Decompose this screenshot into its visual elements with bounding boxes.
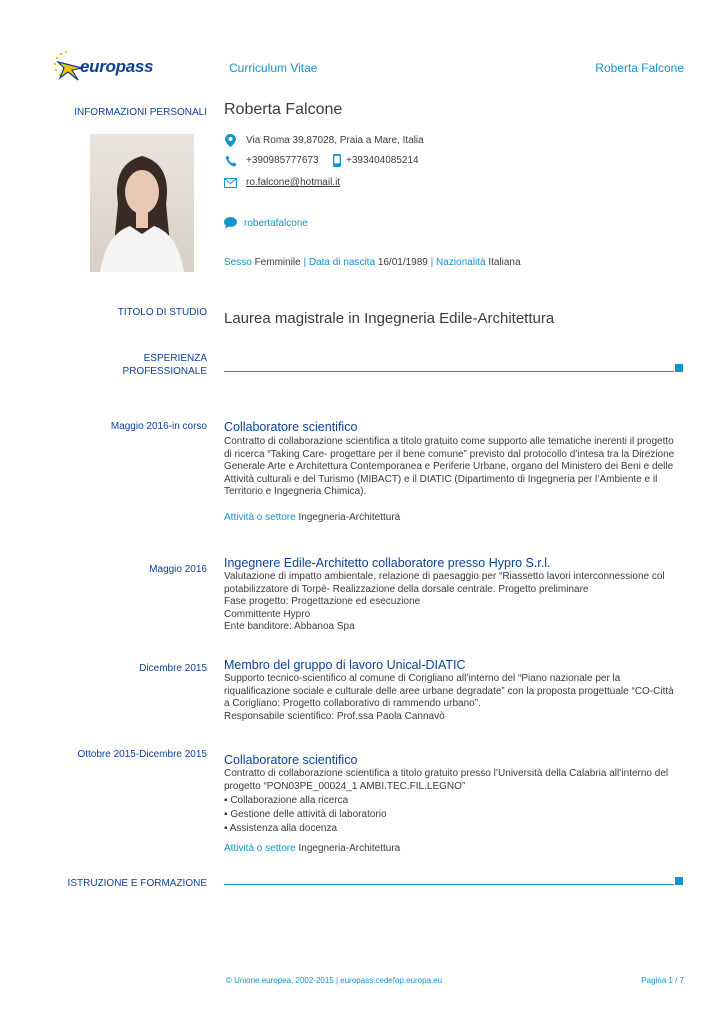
sector-label: Attività o settore [224, 512, 296, 523]
nationality-value: Italiana [488, 257, 521, 268]
sector-label: Attività o settore [224, 843, 296, 854]
personal-details-line [224, 257, 521, 270]
job-date: Maggio 2016-in corso [110, 421, 207, 432]
job-sector [224, 843, 400, 856]
separator: | [430, 257, 434, 268]
job-description: Contratto di collaborazione scientifica a titolo gratuito presso l’Università della Calabria all’interno del progetto “PON03PE_00024_1 AMBI.TEC.FIL.LEGNO” [224, 768, 669, 792]
list-item: ▪ Gestione delle attività di laboratorio [224, 809, 387, 820]
job-bullets [224, 794, 387, 836]
phone-icon [225, 155, 237, 167]
job-date: Dicembre 2015 [139, 663, 207, 674]
header-name: Roberta Falcone [595, 61, 684, 75]
list-item: ▪ Collaborazione alla ricerca [224, 795, 349, 806]
job-title: Ingegnere Edile-Architetto collaboratore presso Hypro S.r.l. [224, 556, 551, 570]
email-link[interactable]: ro.falcone@hotmail.it [246, 177, 341, 188]
nationality-label: Nazionalità [436, 257, 486, 268]
avatar [90, 134, 194, 272]
chat-icon [224, 217, 237, 229]
section-square [675, 364, 683, 372]
separator: | [303, 257, 307, 268]
job-title: Collaboratore scientifico [224, 420, 358, 434]
location-icon [225, 134, 236, 147]
sector-value: Ingegneria-Architettura [298, 512, 401, 523]
job-date: Ottobre 2015-Dicembre 2015 [77, 749, 207, 760]
footer-page-number: Pagina 1 / 7 [641, 976, 684, 985]
sex-value: Femminile [254, 257, 301, 268]
experience-label-line2: PROFESSIONALE [122, 366, 207, 377]
sector-value: Ingegneria-Architettura [298, 843, 401, 854]
logo-text: europass [80, 57, 154, 76]
birth-label: Data di nascita [308, 257, 376, 268]
section-rule [224, 371, 674, 372]
personal-name: Roberta Falcone [224, 101, 343, 118]
section-rule [224, 884, 674, 885]
job-description: Supporto tecnico-scientifico al comune di Corigliano all’interno del “Piano nazionale per la riqualificazione sociale e culturale delle aree urbane degradate” con la proposta progettuale “CO-Città a Corigliano: Progetto collaborativo di rammendo urbano”. Responsabile scientifico: Prof.ssa Paola Cannavò [224, 673, 674, 722]
header-doc-type: Curriculum Vitae [229, 61, 318, 75]
title-study-value: Laurea magistrale in Ingegneria Edile-Architettura [224, 310, 555, 327]
email-icon [224, 178, 237, 188]
birth-value: 16/01/1989 [377, 257, 428, 268]
personal-section-label: INFORMAZIONI PERSONALI [74, 107, 207, 118]
footer-copyright: © Unione europea, 2002-2015 | europass.cedefop.europa.eu [226, 976, 443, 985]
experience-label-line1: ESPERIENZA [143, 353, 207, 364]
experience-label [62, 352, 207, 378]
sex-label: Sesso [224, 257, 252, 268]
address: Via Roma 39,87028, Praia a Mare, Italia [246, 135, 424, 146]
job-sector [224, 512, 400, 525]
job-description: Valutazione di impatto ambientale, relazione di paesaggio per “Riassetto lavori interconnessione col potabilizzatore di Torpè- Realizzazione della dorsale centrale. Progetto preliminare Fase progetto: Progettazione ed esecuzione Committente Hypro Ente banditore: Abbanoa Spa [224, 571, 665, 633]
phone: +390985777673 [246, 155, 319, 166]
title-study-label: TITOLO DI STUDIO [117, 307, 207, 318]
mobile-icon [333, 154, 341, 167]
list-item: ▪ Assistenza alla docenza [224, 823, 338, 834]
job-title: Collaboratore scientifico [224, 753, 358, 767]
job-description: Contratto di collaborazione scientifica a titolo gratuito come supporto alle tematiche inerenti il progetto di ricerca “Taking Care- progettare per il bene comune” previsto dal protocollo d’intesa tra la Direzione Generale Arte e Architettura Contemporanea e Periferie Urbane, organo del Ministero dei Beni e delle Attività culturali e del Turismo (MIBACT) e il DIATIC (Dipartimento di Ingegneria per l’Ambiente e il Territorio e Ingegneria Chimica). [224, 436, 675, 498]
messaging-account: robertafalcone [244, 218, 308, 229]
job-date: Maggio 2016 [149, 564, 207, 575]
europass-logo [52, 50, 152, 84]
education-label: ISTRUZIONE E FORMAZIONE [67, 878, 207, 889]
section-square [675, 877, 683, 885]
job-title: Membro del gruppo di lavoro Unical-DIATIC [224, 658, 466, 672]
mobile: +393404085214 [346, 155, 419, 166]
